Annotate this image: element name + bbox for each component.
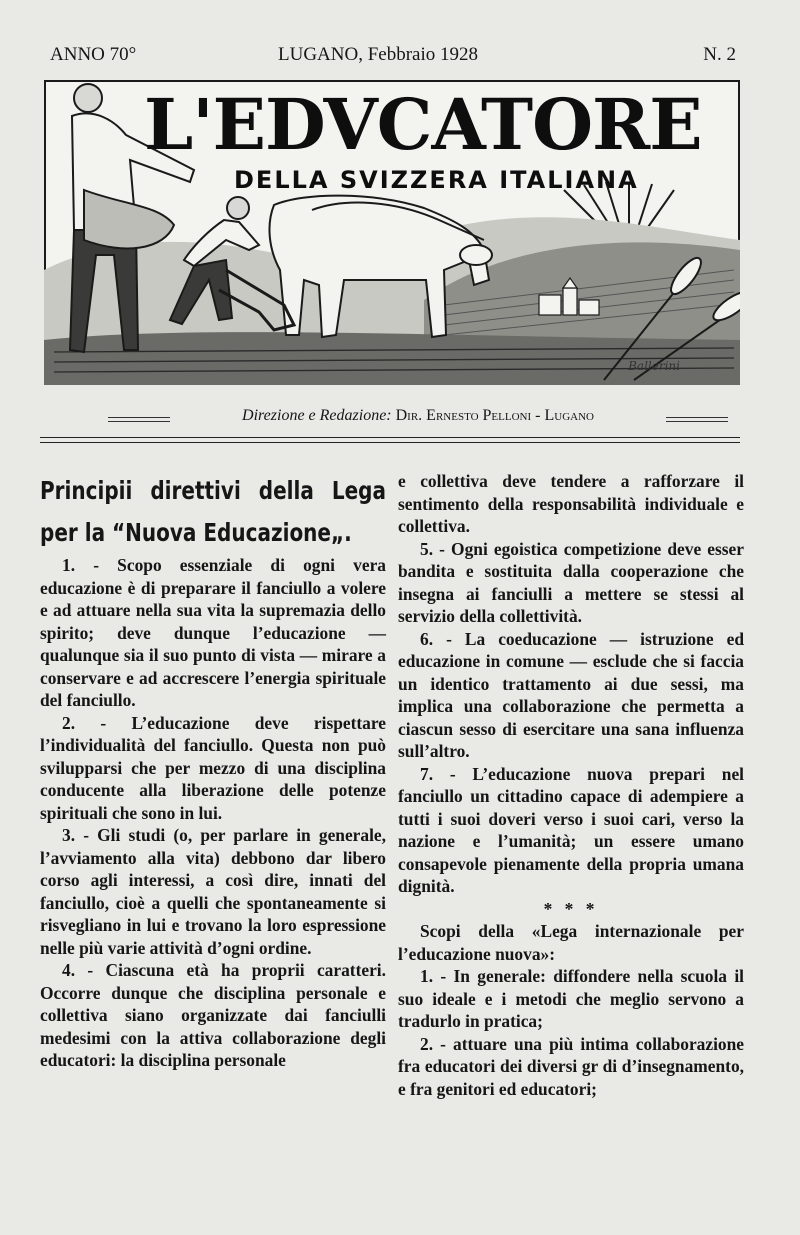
principle-4: 4. - Ciascuna età ha proprii caratteri. Occorre dunque che disciplina personale e collettiva siano organizzate dai fanciulli medesimi con la attiva collaborazione degli educatori: la disciplina personale [40,960,386,1070]
principle-3: 3. - Gli studi (o, per parlare in generale, l’avviamento alla vita) debbono dar libero corso agli interessi, a così dire, innati del fanciullo, cioè a quelli che spontaneamente si risvegliano in lui e trovano la loro espressione nelle più varie attività d’ogni ordine. [40,825,386,958]
scopi-intro: Scopi della «Lega internazionale per l’educazione nuova»: [398,921,744,964]
principle-1: 1. - Scopo essenziale di ogni vera educazione è di preparare il fanciullo a volere e ad attuare nella sua vita la supremazia dello spirito; deve dunque l’educazione — qualunque sia il suo punto di vista — mirare a conservare e ad accrescere l’energia spirituale del fanciullo. [40,555,386,710]
principle-6: 6. - La coeducazione — istruzione ed educazione in comune — esclude che si faccia un identico trattamento ai due sessi, ma implica una collaborazione che permetta a ciascun sesso di esercitare una sana influenza sull’altro. [398,628,744,761]
direction-rule-right [666,417,728,422]
masthead [44,80,740,385]
issue-number: N. 2 [703,44,736,65]
column-right [398,470,744,1100]
principle-2: 2. - L’educazione deve rispettare l’individualità del fanciullo. Questa non può svilupparsi che per mezzo di una disciplina conducente alla liberazione delle potenze spirituali che sono in lui. [40,712,386,823]
article-title: Principii direttivi della Lega per la “Nuova Educazione„. [40,476,386,547]
divider-rule [40,437,740,438]
column-left [40,470,386,1072]
issue-year: ANNO 70° [50,44,137,65]
issue-place-date: LUGANO, Febbraio 1928 [278,44,479,65]
editorial-direction [108,407,728,429]
principle-4-continued: e collettiva deve tendere a rafforzare il sentimento della responsabilità individuale e collettiva. [398,471,744,536]
direction-name: Dir. Ernesto Pelloni - Lugano [395,407,594,424]
artist-signature: Ballerini [628,359,680,373]
section-separator: * * * [543,898,599,919]
direction-rule-left [108,417,170,422]
principle-5: 5. - Ogni egoistica competizione deve esser bandita e sostituita dalla cooperazione che insegna ai fanciulli a mettere se stessi al servizio della collettività. [398,538,744,626]
masthead-title: L'EDVCATORE [144,83,702,166]
principle-7: 7. - L’educazione nuova prepari nel fanciullo un cittadino capace di adempiere a tutti i suoi doveri verso i suoi cari, verso la nazione e l’umanità; un essere umano consapevole pienamente della propria umana dignità. [398,763,744,896]
divider-rule-2 [40,442,740,443]
issue-header [50,44,736,68]
direction-label: Direzione e Redazione: [242,407,392,424]
scopo-2: 2. - attuare una più intima collaborazione fra educatori dei diversi gr di d’insegnamento, e fra genitori ed educatori; [398,1033,744,1099]
masthead-subtitle: DELLA SVIZZERA ITALIANA [234,166,639,194]
scopo-1: 1. - In generale: diffondere nella scuola il suo ideale e i metodi che meglio servono a tradurlo in pratica; [398,966,744,1031]
